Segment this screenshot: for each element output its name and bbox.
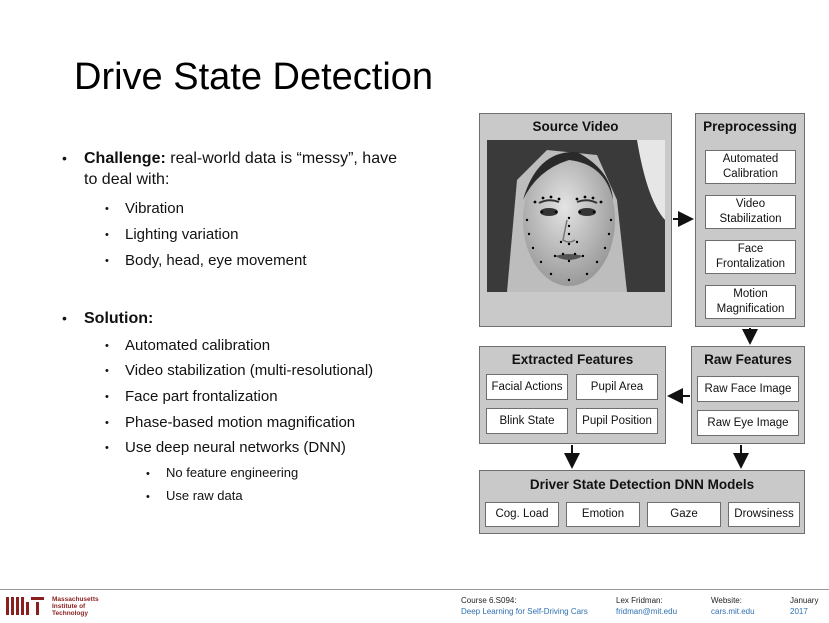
preprocessing-item: Automated Calibration xyxy=(705,150,796,184)
solution-item: • Use deep neural networks (DNN) xyxy=(105,439,346,456)
raw-feature-item: Raw Eye Image xyxy=(697,410,799,436)
solution-item: • Automated calibration xyxy=(105,337,271,354)
bullet-challenge: • Challenge: real-world data is “messy”, have to deal with: xyxy=(62,150,397,188)
date-year: 2017 xyxy=(790,607,808,616)
preprocessing-item: Video Stabilization xyxy=(705,195,796,229)
dnn-model-item: Drowsiness xyxy=(728,502,800,527)
solution-label: Solution: xyxy=(84,310,154,327)
solution-item: • Phase-based motion magnification xyxy=(105,414,356,431)
website-label: Website: xyxy=(711,596,742,605)
dnn-model-item: Cog. Load xyxy=(485,502,559,527)
course-name: Deep Learning for Self-Driving Cars xyxy=(461,607,588,616)
source-video-title: Source Video xyxy=(532,119,619,134)
challenge-text: real-world data is “messy”, have xyxy=(165,150,397,167)
website-link[interactable]: cars.mit.edu xyxy=(711,607,755,616)
slide-title: Drive State Detection xyxy=(74,56,434,98)
author-label: Lex Fridman: xyxy=(616,596,663,605)
preprocessing-title: Preprocessing xyxy=(703,119,797,134)
solution-item: • Face part frontalization xyxy=(105,388,278,405)
date-month: January xyxy=(790,596,819,605)
bullet-solution: • Solution: xyxy=(62,310,154,327)
extracted-feature-item: Blink State xyxy=(486,408,568,434)
course-label: Course 6.S094: xyxy=(461,596,517,605)
dnn-models-title: Driver State Detection DNN Models xyxy=(529,477,755,492)
extracted-feature-item: Pupil Position xyxy=(576,408,658,434)
challenge-text-2: to deal with: xyxy=(84,171,170,188)
footer-author xyxy=(616,595,677,617)
extracted-feature-item: Facial Actions xyxy=(486,374,568,400)
raw-features-title: Raw Features xyxy=(704,352,792,367)
dnn-model-item: Gaze xyxy=(647,502,721,527)
solution-item: • Video stabilization (multi-resolutional) xyxy=(105,362,374,379)
dnn-model-item: Emotion xyxy=(566,502,640,527)
extracted-features-title: Extracted Features xyxy=(511,352,634,367)
dnn-item: • No feature engineering xyxy=(146,465,299,480)
raw-feature-item: Raw Face Image xyxy=(697,376,799,402)
dnn-item: • Use raw data xyxy=(146,488,243,503)
preprocessing-item: Motion Magnification xyxy=(705,285,796,319)
mit-wordmark: Massachusetts Institute of Technology xyxy=(52,596,99,617)
challenge-item: • Body, head, eye movement xyxy=(105,252,307,269)
challenge-item: • Lighting variation xyxy=(105,226,239,243)
footer-divider xyxy=(0,589,829,590)
footer-website xyxy=(711,595,755,617)
mit-logo xyxy=(6,597,46,615)
challenge-item: • Vibration xyxy=(105,200,184,217)
author-email-link[interactable]: fridman@mit.edu xyxy=(616,607,678,616)
extracted-feature-item: Pupil Area xyxy=(576,374,658,400)
preprocessing-item: Face Frontalization xyxy=(705,240,796,274)
challenge-label: Challenge: xyxy=(84,150,166,167)
footer-date xyxy=(790,595,818,617)
footer-course xyxy=(461,595,588,617)
